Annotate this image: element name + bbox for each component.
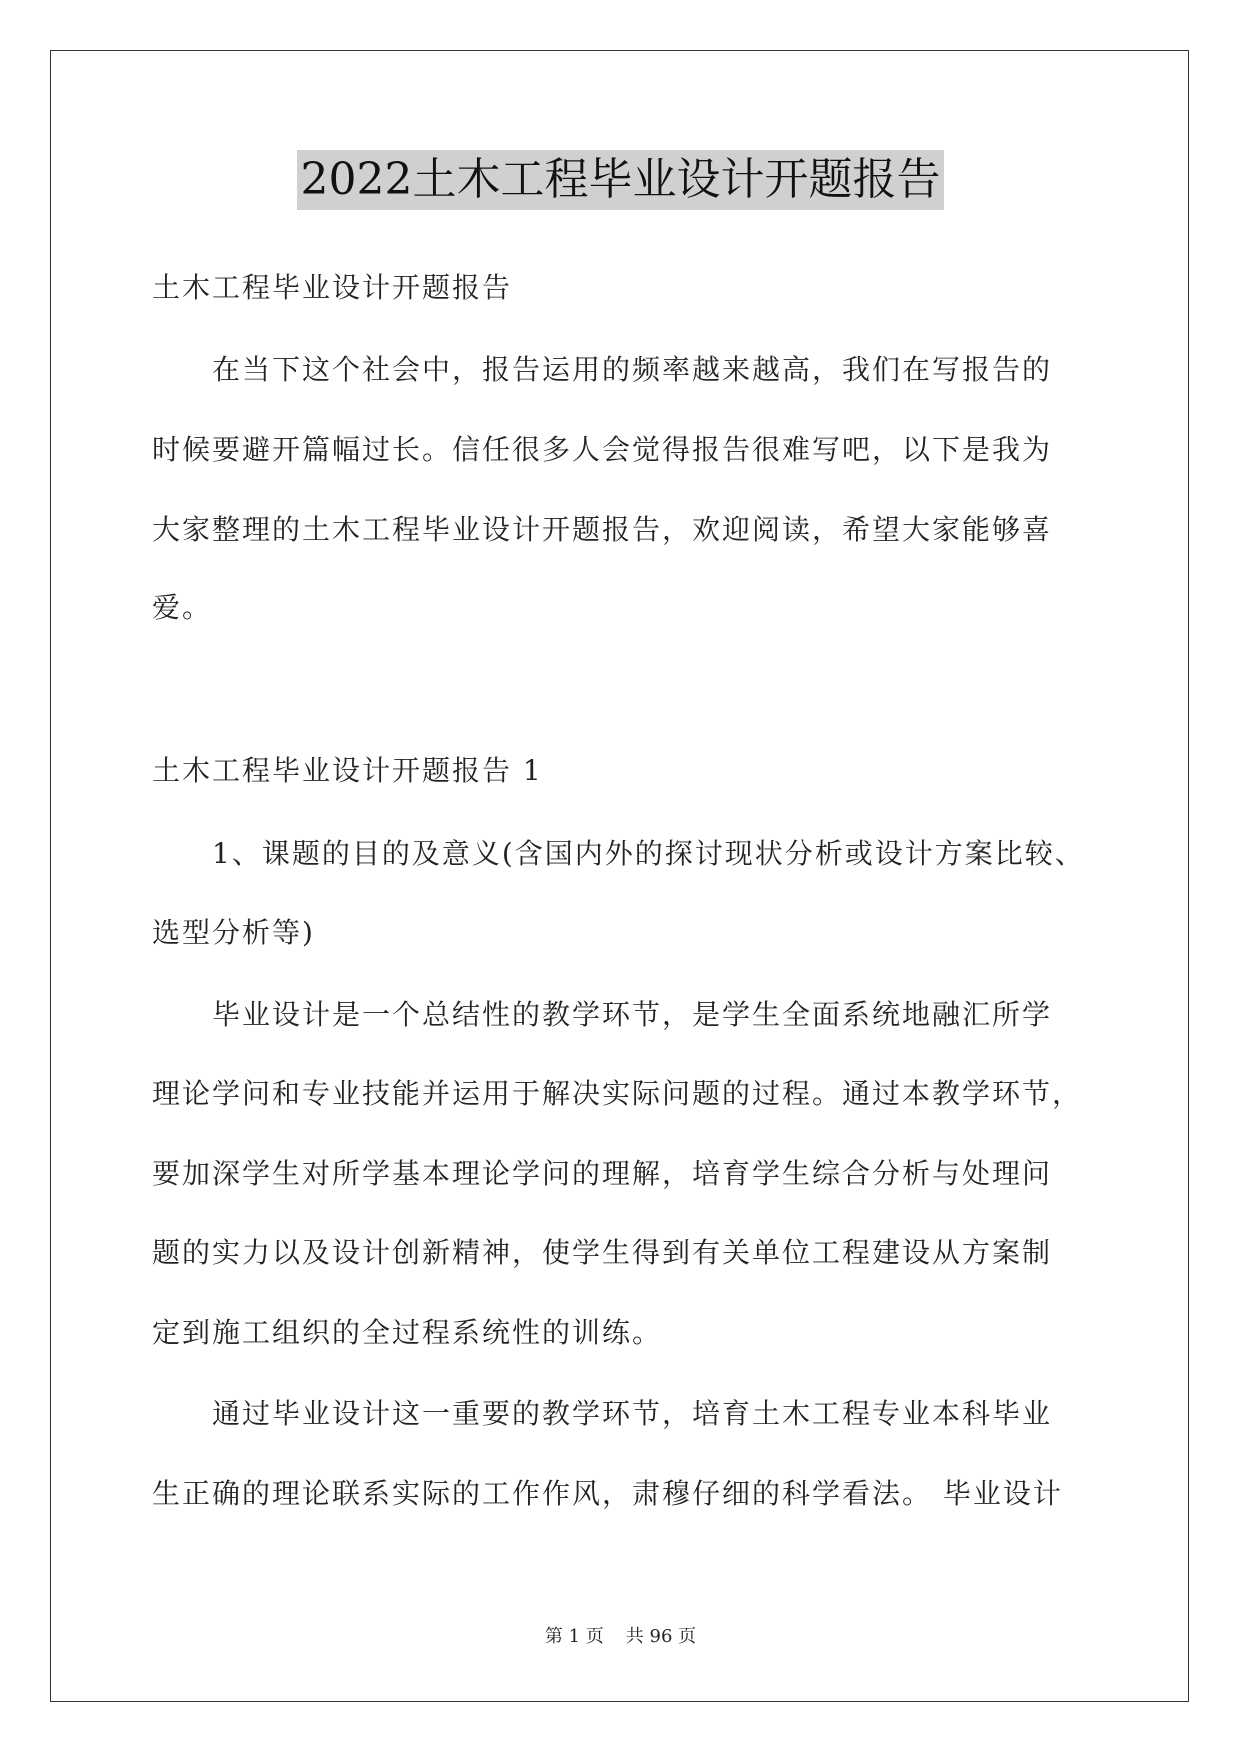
paragraph-line: 要加深学生对所学基本理论学问的理解，培育学生综合分析与处理问 [152,1157,1053,1190]
paragraph-line: 爱。 [152,591,213,624]
paragraph-line: 理论学问和专业技能并运用于解决实际问题的过程。通过本教学环节， [152,1077,1083,1110]
paragraph-line: 定到施工组织的全过程系统性的训练。 [152,1316,663,1349]
title-container [0,150,1241,210]
page-footer [0,1622,1241,1648]
paragraph-line: 生正确的理论联系实际的工作作风，肃穆仔细的科学看法。 毕业设计 [152,1477,1063,1510]
paragraph-line: 时候要避开篇幅过长。信任很多人会觉得报告很难写吧，以下是我为 [152,433,1053,466]
paragraph-line: 在当下这个社会中，报告运用的频率越来越高，我们在写报告的 [212,353,1053,386]
page-number: 第 1 页 [544,1626,604,1647]
paragraph-line: 选型分析等) [152,916,315,949]
page-total: 共 96 页 [625,1626,697,1647]
document-title: 2022土木工程毕业设计开题报告 [297,150,945,210]
section-heading: 土木工程毕业设计开题报告 1 [152,754,543,787]
paragraph-line: 大家整理的土木工程毕业设计开题报告，欢迎阅读，希望大家能够喜 [152,513,1053,546]
paragraph-line: 题的实力以及设计创新精神，使学生得到有关单位工程建设从方案制 [152,1236,1053,1269]
paragraph-line: 毕业设计是一个总结性的教学环节，是学生全面系统地融汇所学 [212,998,1053,1031]
paragraph-line: 1、课题的目的及意义(含国内外的探讨现状分析或设计方案比较、 [212,837,1085,870]
paragraph-line: 通过毕业设计这一重要的教学环节，培育土木工程专业本科毕业 [212,1397,1053,1430]
subtitle-line: 土木工程毕业设计开题报告 [152,271,513,304]
